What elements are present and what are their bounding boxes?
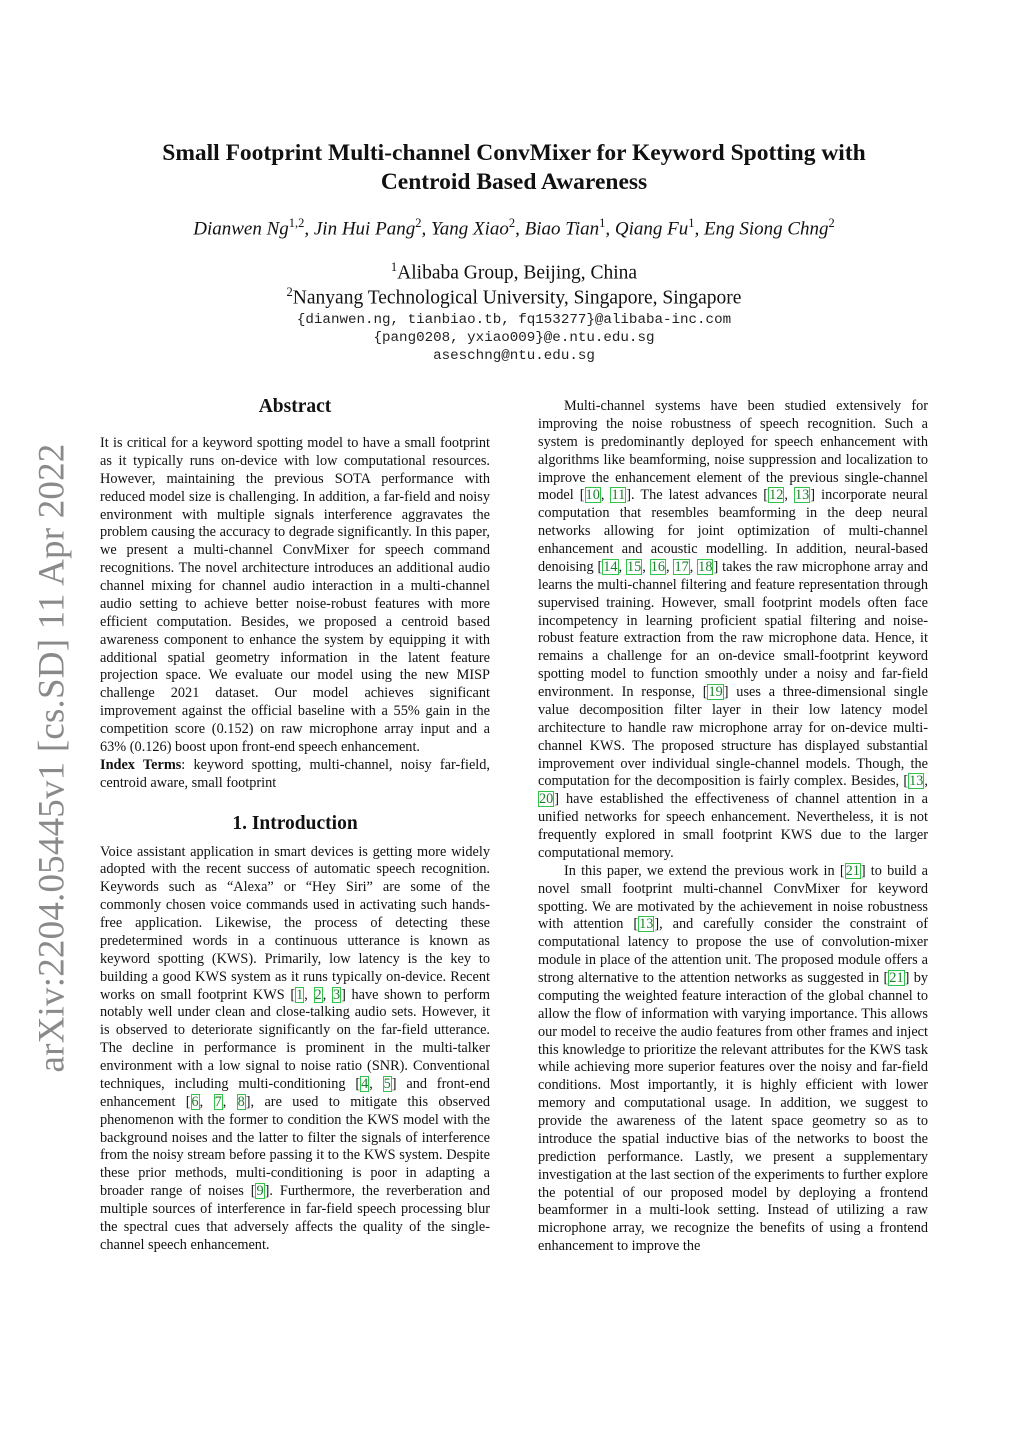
author-list: Dianwen Ng$^{1,2}$, Jin Hui Pang$^2$, Yang Xiao$^2$, Biao Tian$^1$, Qiang Fu$^1$, Eng Siong Chng$^2$ xyxy=(193,216,835,240)
abstract-heading: Abstract xyxy=(258,396,332,417)
citation-link[interactable]: 9 xyxy=(256,1183,264,1200)
introduction-heading: 1. Introduction xyxy=(232,812,358,834)
author-name: Jin Hui Pang xyxy=(313,218,416,240)
intro-paragraph-1: Voice assistant application in smart devices is getting more widely adopted with the recent success of automatic speech recognition. Keywords such as “Alexa” or “Hey Siri” are some of the commonly chosen voice commands used in activating such hands-free application. Likewise, the process of detecting these predetermined words in a continuous utterance is known as keyword spotting (KWS). Primarily, low latency is the key to building a good KWS system as it runs typically on-device. Recent works on small footprint KWS [1, 2, 3] have shown to perform notably well under clean and close-talking audio sets. However, it is observed to deteriorate significantly on the far-field utterance. The decline in performance is prominent in the multi-talker environment with a low signal to noise ratio (SNR). Conventional techniques, including multi-conditioning [4, 5] and front-end enhancement [6, 7, 8], are used to mitigate this observed phenomenon with the former to condition the KWS model with the background noises and the latter to filter the signals of interference from the noisy stream before passing it to the KWS system. Despite these prior methods, multi-conditioning is poor in adapting a broader range of noises [9]. Furthermore, the reverberation and multiple sources of interference in far-field speech processing blur the spectral cues that adversely affects the quality of the single-channel speech enhancement. xyxy=(100,843,491,1253)
affiliation-marker: 1 xyxy=(390,260,398,274)
author-name: Biao Tian xyxy=(524,218,600,240)
author-affiliation-marker: 1 xyxy=(688,216,695,230)
author-name: Yang Xiao xyxy=(430,218,509,240)
author-name: Dianwen Ng xyxy=(193,218,289,240)
author-affiliation-marker: 1,2 xyxy=(288,216,305,230)
citation-link[interactable]: 13 xyxy=(909,773,924,790)
paper-title xyxy=(100,139,928,197)
citation-link[interactable]: 7 xyxy=(214,1093,222,1110)
citation-link[interactable]: 16 xyxy=(650,558,665,575)
citation-link[interactable]: 4 xyxy=(361,1075,369,1092)
citation-link[interactable]: 1 xyxy=(296,986,304,1003)
citation-link[interactable]: 13 xyxy=(795,487,810,504)
title-line-2: Centroid Based Awareness xyxy=(380,169,648,195)
citation-link[interactable]: 14 xyxy=(603,558,618,575)
arxiv-identifier xyxy=(18,443,86,1073)
author-affiliation-marker: 2 xyxy=(828,216,835,230)
affiliation-1 xyxy=(100,260,928,285)
citation-link[interactable]: 12 xyxy=(769,487,784,504)
citation-link[interactable]: 15 xyxy=(626,558,642,575)
intro-paragraph-2: Multi-channel systems have been studied extensively for improving the noise robustness of speech recognition. Such a system is predominantly deployed for speech enhancement with algorithms like beamforming, noise suppression and localization to improve the enhancement element of the previous single-channel model [10, 11]. The latest advances [12, 13] incorporate neural computation that resembles beamforming in the deep neural networks allowing for joint optimization of multi-channel enhancement and acoustic modelling. In addition, neural-based denoising [14, 15, 16, 17, 18] takes the raw microphone array and learns the multi-channel filtering and feature representation through supervised training. However, small footprint models often face incompetency in learning proficient spatial filtering and noise-robust feature extraction from the raw microphone data. Hence, it remains a challenge for an on-device small-footprint keyword spotting model to function smoothly under a noisy and far-field environment. In response, [19] uses a three-dimensional single value decomposition filter layer in their low latency model architecture to handle raw microphone array for on-device multi-channel KWS. The proposed structure has displayed substantial improvement over individual single-channel models. Though, the computation for the decomposition is fairly complex. Besides, [13, 20] have established the effectiveness of channel attention in a unified networks for speech enhancement. Nevertheless, it is not frequently explored in small footprint KWS due to the larger computational memory. xyxy=(538,398,929,861)
affiliation-text: Alibaba Group, Beijing, China xyxy=(397,262,638,284)
citation-link[interactable]: 8 xyxy=(237,1093,245,1110)
citation-link[interactable]: 13 xyxy=(639,916,654,933)
author-affiliation-marker: 2 xyxy=(508,216,516,230)
index-terms-text: : keyword spotting, multi-channel, noisy far-field, centroid aware, small footprint xyxy=(100,756,490,791)
citation-link[interactable]: 11 xyxy=(611,487,626,504)
citation-link[interactable]: 3 xyxy=(332,986,341,1003)
email-line-1[interactable]: {dianwen.ng, tianbiao.tb, fq153277}@alibaba-inc.com xyxy=(296,312,732,328)
citation-link[interactable]: 10 xyxy=(585,487,600,504)
index-terms xyxy=(100,757,490,793)
citation-link[interactable]: 20 xyxy=(539,791,554,808)
author-name: Eng Siong Chng xyxy=(703,218,829,240)
author-affiliation-marker: 2 xyxy=(415,216,422,230)
email-line-3[interactable]: aseschng@ntu.edu.sg xyxy=(433,348,595,364)
left-column xyxy=(100,395,490,1255)
abstract-text: It is critical for a keyword spotting model to have a small footprint as it typically runs on-device with low computational resources. However, maintaining the previous SOTA performance with reduced model size is challenging. In addition, a far-field and noisy environment with multiple signals interference aggravates the problem causing the accuracy to degrade significantly. In this paper, we present a multi-channel ConvMixer for speech command recognitions. The novel architecture introduces an additional audio channel mixing for channel audio interaction in a multi-channel audio setting to achieve better noise-robust features with more efficient computation. Besides, we proposed a centroid based awareness component to enhance the system by equipping it with additional spatial geometry information in the latent feature projection space. We evaluate our model using the new MISP challenge 2021 dataset. Our model achieves significant improvement against the official baseline with a 55% gain in the competition score (0.152) on raw microphone array input and a 63% (0.126) boost upon front-end speech enhancement. xyxy=(100,435,490,755)
citation-link[interactable]: 2 xyxy=(314,986,322,1003)
right-column xyxy=(538,398,928,1256)
author-name: Qiang Fu xyxy=(614,218,689,240)
arxiv-id-text: arXiv:2204.05445v1 [cs.SD] 11 Apr 2022 xyxy=(31,443,73,1073)
citation-link[interactable]: 17 xyxy=(674,558,689,575)
intro-paragraph-3: In this paper, we extend the previous work in [21] to build a novel small footprint multi-channel ConvMixer for keyword spotting. We are motivated by the achievement in noise robustness with attention [13], and carefully consider the constraint of computational latency to propose the use of convolution-mixer module in place of the attention unit. The proposed module offers a strong alternative to the attention networks as suggested in [21] by computing the weighted feature interaction of the global channel to allow the flow of information with varying importance. This allows our model to receive the audio features from other frames and inject this knowledge to prioritize the relevant attributes for the KWS task while achieving more superior features over the noisy and far-field conditions. Most importantly, it is highly efficient with lower memory and computational usage. In addition, we suggest to provide the awareness of the latent space geometry so as to introduce the spatial inductive bias of the networks to boost the prediction performance. Lastly, we present a supplementary investigation at the last section of the experiments to further explore the potential of our proposed model by deploying a frontend beamformer in a multi-look setting. Instead of utilizing a raw microphone array, we recognize the benefits of using a frontend enhancement to improve the xyxy=(538,862,928,1255)
title-line-1: Small Footprint Multi-channel ConvMixer for Keyword Spotting with xyxy=(162,140,866,166)
affiliation-marker: 2 xyxy=(286,285,293,299)
citation-link[interactable]: 6 xyxy=(191,1093,199,1110)
citation-link[interactable]: 21 xyxy=(845,862,860,879)
index-terms-label: Index Terms xyxy=(100,756,182,773)
author-affiliation-marker: 1 xyxy=(599,216,606,230)
citation-link[interactable]: 5 xyxy=(383,1075,391,1092)
citation-link[interactable]: 18 xyxy=(698,558,713,575)
affiliation-2 xyxy=(100,285,928,310)
affiliation-text: Nanyang Technological University, Singapore, Singapore xyxy=(292,287,742,309)
email-line-2[interactable]: {pang0208, yxiao009}@e.ntu.edu.sg xyxy=(373,330,655,346)
citation-link[interactable]: 21 xyxy=(889,970,904,986)
citation-link[interactable]: 19 xyxy=(708,684,723,700)
